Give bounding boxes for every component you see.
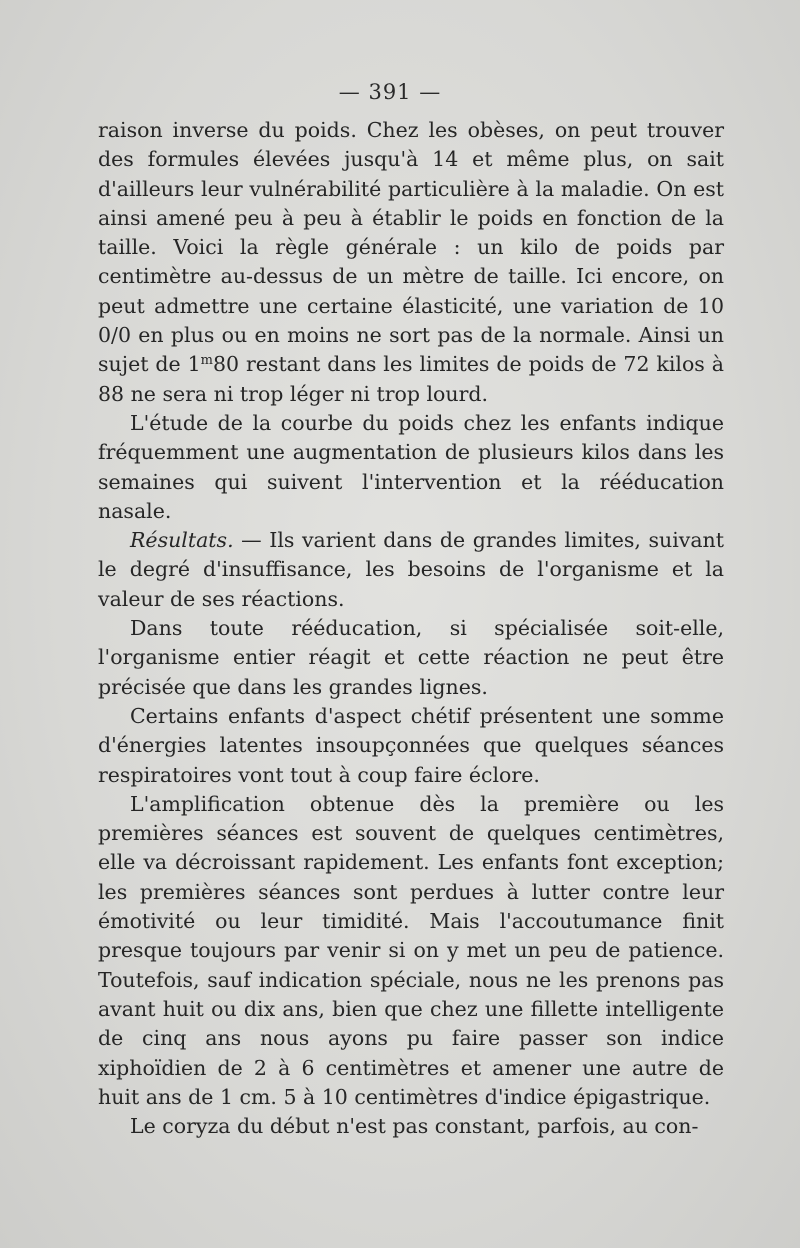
superscript-unit: m: [200, 353, 213, 369]
paragraph-reeducation: Dans toute rééducation, si spécialisée soit-elle, l'organisme entier réagit et cette réaction ne peut être précisée que dans les grandes lignes.: [98, 616, 724, 699]
body-text: [98, 116, 724, 1141]
page-number: — 391 —: [338, 80, 442, 104]
paragraph-enfants-chetifs: Certains enfants d'aspect chétif présentent une somme d'énergies latentes insoupçonnées que quelques séances respiratoires vont tout à coup faire éclore.: [98, 703, 724, 787]
paragraph-amplification: L'amplification obtenue dès la première ou les premières séances est souvent de quelques centimètres, elle va décroissant rapidement. Les enfants font exception; les premières séances sont perdues à lutter contre leur émotivité ou leur timidité. Mais l'accoutumance finit presque toujours par venir si on y met un peu de patience. Toutefois, sauf indication spéciale, nous ne les prenons pas avant huit ou dix ans, bien que chez une fillette intelligente de cinq ans nous ayons pu faire passer son indice xiphoïdien de 2 à 6 centimètres et amener une autre de huit ans de 1 cm. 5 à 10 centimètres d'indice épigastrique.: [98, 791, 724, 1109]
paragraph-coryza: Le coryza du début n'est pas constant, parfois, au con-: [130, 1114, 699, 1139]
paragraph-text: — Ils varient dans de grandes limites, suivant le degré d'insuffisance, les besoins de l'organisme et la valeur de ses réactions.: [98, 528, 724, 611]
paragraph-resultats: [98, 526, 724, 614]
section-label-resultats: Résultats.: [130, 528, 234, 553]
paragraph-text-end: 80 restant dans les limites de poids de 72 kilos à 88 ne sera ni trop léger ni trop lourd.: [98, 352, 724, 406]
paragraph-text: raison inverse du poids. Chez les obèses, on peut trouver des formules élevées jusqu'à 14 et même plus, on sait d'ailleurs leur vulnérabilité particulière à la maladie. On est ainsi amené peu à peu à établir le poids en fonction de la taille. Voici la règle générale : un kilo de poids par centimètre au-dessus de un mètre de taille. Ici encore, on peut admettre une certaine élasticité, une variation de 10 0/0 en plus ou en moins ne sort pas de la normale. Ainsi un sujet de 1: [98, 118, 724, 377]
paragraph-courbe-poids: L'étude de la courbe du poids chez les enfants indique fréquemment une augmentation de plusieurs kilos dans les semaines qui suivent l'intervention et la rééducation nasale.: [98, 410, 724, 523]
paragraph-continuation-poids: [98, 116, 724, 409]
